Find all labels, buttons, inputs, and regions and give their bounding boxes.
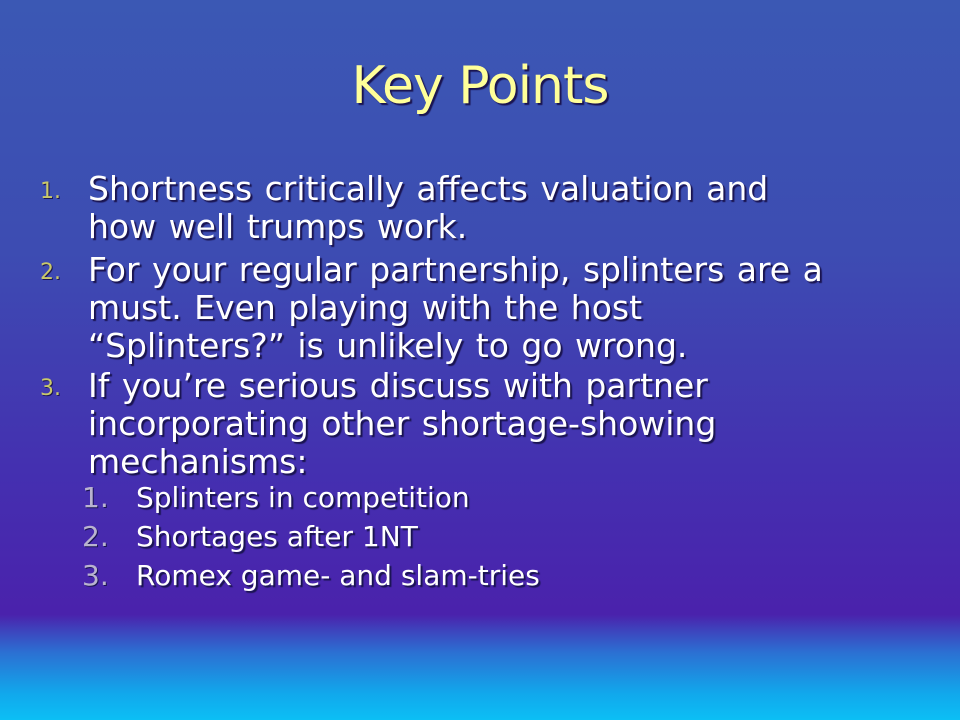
list-text-line: must. Even playing with the host (88, 288, 643, 327)
list-number-3: 3. (40, 376, 61, 401)
list-text-line: how well trumps work. (88, 207, 468, 246)
list-text-3 (88, 367, 948, 481)
sub-list-text-3: Romex game- and slam-tries (136, 559, 540, 592)
slide-title: Key Points (351, 56, 609, 116)
sub-list-text-2: Shortages after 1NT (136, 520, 418, 553)
list-text-2 (88, 251, 948, 365)
list-text-line: If you’re serious discuss with partner (88, 366, 708, 405)
list-text-line: For your regular partnership, splinters are a (88, 250, 823, 289)
bottom-gradient-band (0, 615, 960, 720)
list-text-line: incorporating other shortage-showing (88, 404, 717, 443)
list-number-2: 2. (40, 260, 61, 285)
list-number-1: 1. (40, 179, 61, 204)
sub-list-text-1: Splinters in competition (136, 481, 470, 514)
list-text-line: Shortness critically affects valuation and (88, 169, 769, 208)
list-text-line: “Splinters?” is unlikely to go wrong. (88, 326, 688, 365)
list-text-1 (88, 170, 948, 246)
sub-list-number-1: 1. (82, 481, 109, 514)
sub-list-number-3: 3. (82, 559, 109, 592)
sub-list-number-2: 2. (82, 520, 109, 553)
list-text-line: mechanisms: (88, 442, 308, 481)
